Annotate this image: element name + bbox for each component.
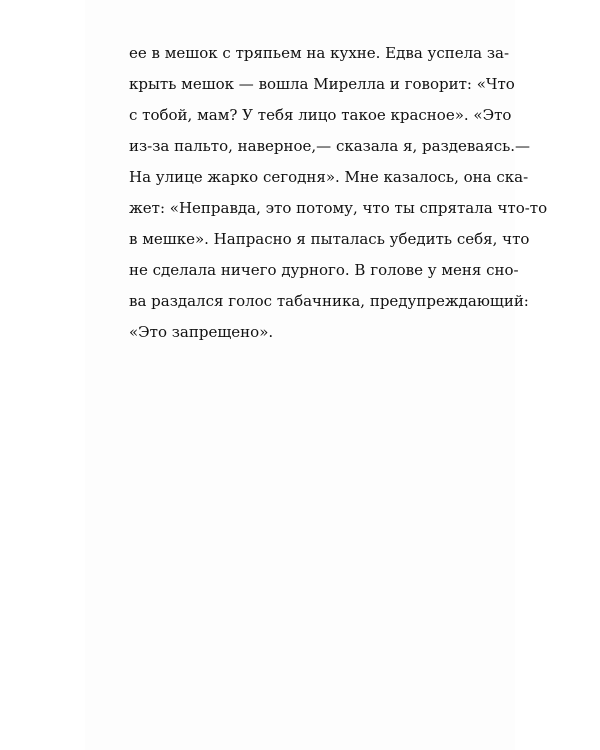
body-text: [129, 38, 548, 348]
text-line-6: жет: «Неправда, это потому, что ты спрятала что-то: [129, 199, 548, 217]
text-line-7: в мешке». Напрасно я пыталась убедить себя, что: [129, 230, 530, 248]
text-line-10: «Это запрещено».: [129, 323, 274, 341]
text-line-5: На улице жарко сегодня». Мне казалось, она ска-: [129, 168, 529, 186]
text-line-1: ее в мешок с тряпьем на кухне. Едва успела за-: [129, 44, 510, 62]
text-line-9: ва раздался голос табачника, предупреждающий:: [129, 292, 529, 310]
text-line-4: из-за пальто, наверное,— сказала я, раздеваясь.—: [129, 137, 531, 155]
text-line-3: с тобой, мам? У тебя лицо такое красное». «Это: [129, 106, 512, 124]
text-line-2: крыть мешок — вошла Мирелла и говорит: «Что: [129, 75, 515, 93]
text-line-8: не сделала ничего дурного. В голове у меня сно-: [129, 261, 519, 279]
